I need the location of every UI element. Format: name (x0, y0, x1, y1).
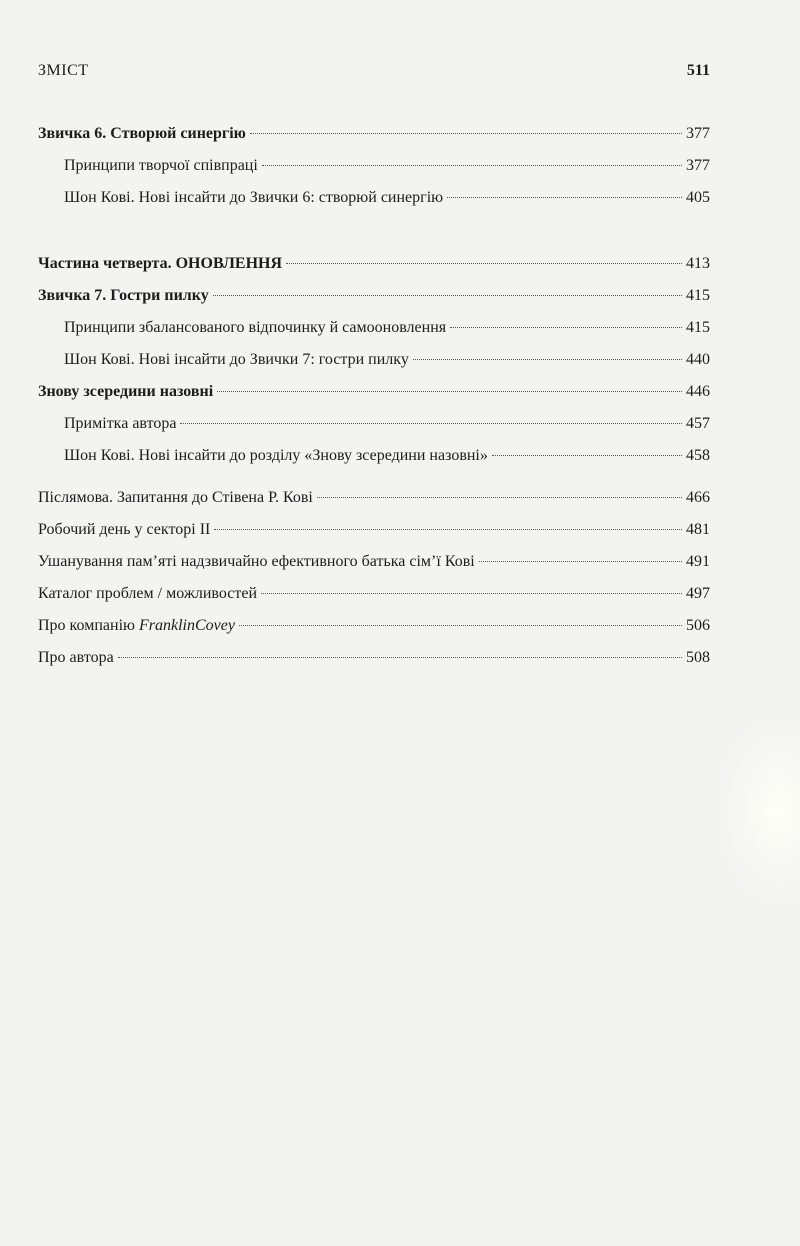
toc-entry-page: 405 (686, 189, 710, 206)
toc-entry (38, 578, 710, 610)
light-glare (720, 720, 800, 900)
toc-entry (38, 482, 710, 514)
toc-entry-title: Шон Кові. Нові інсайти до Звички 7: гостри пилку (64, 351, 409, 368)
dot-leader (261, 592, 682, 594)
dot-leader (479, 560, 682, 562)
toc-entry-title: Про автора (38, 649, 114, 666)
toc-entry-title: Робочий день у секторі ІІ (38, 521, 211, 538)
toc-entry-title: Принципи творчої співпраці (64, 157, 258, 174)
toc-entry-page: 506 (686, 617, 710, 634)
toc-entry-title: Принципи збалансованого відпочинку й самооновлення (64, 319, 447, 336)
toc-entry-title: Звичка 7. Гостри пилку (38, 287, 209, 304)
dot-leader (180, 422, 682, 424)
toc-entry-page: 481 (686, 521, 710, 538)
dot-leader (214, 528, 682, 530)
toc-entry-page: 413 (686, 255, 710, 272)
toc-entry-title: Звичка 6. Створюй синергію (38, 125, 246, 142)
toc-entry-page: 508 (686, 649, 710, 666)
toc-entry-title: Післямова. Запитання до Стівена Р. Кові (38, 489, 313, 506)
toc-entry-title: Знову зсередини назовні (38, 383, 214, 400)
page-number: 511 (686, 62, 710, 79)
toc-entry (38, 248, 710, 280)
toc-entry (38, 182, 710, 214)
toc-entry-title-prefix: Про компанію (38, 617, 139, 634)
toc-entry-title: Ушанування пам’яті надзвичайно ефективного батька сім’ї Кові (38, 553, 475, 570)
dot-leader (447, 196, 682, 198)
toc-entry (38, 440, 710, 472)
section-gap (38, 472, 710, 482)
table-of-contents (38, 118, 710, 674)
toc-entry-page: 377 (686, 125, 710, 142)
toc-entry (38, 642, 710, 674)
toc-entry (38, 312, 710, 344)
toc-entry-page: 457 (686, 415, 710, 432)
section-gap (38, 214, 710, 248)
running-title: ЗМІСТ (38, 62, 89, 79)
toc-entry (38, 546, 710, 578)
toc-entry (38, 514, 710, 546)
toc-entry (38, 280, 710, 312)
dot-leader (317, 496, 682, 498)
dot-leader (286, 262, 682, 264)
toc-entry (38, 344, 710, 376)
toc-entry-title: Частина четверта. ОНОВЛЕННЯ (38, 255, 283, 272)
toc-entry-page: 415 (686, 287, 710, 304)
toc-entry-title: Шон Кові. Нові інсайти до розділу «Знову зсередини назовні» (64, 447, 488, 464)
toc-entry (38, 610, 710, 642)
dot-leader (450, 326, 682, 328)
dot-leader (262, 164, 682, 166)
toc-entry-title: Примітка автора (64, 415, 177, 432)
toc-entry-page: 497 (686, 585, 710, 602)
toc-entry-page: 440 (686, 351, 710, 368)
dot-leader (118, 656, 682, 658)
dot-leader (239, 624, 682, 626)
company-name: FranklinCovey (138, 617, 235, 634)
toc-entry-page: 458 (686, 447, 710, 464)
page-header (38, 62, 710, 86)
toc-entry-page: 466 (686, 489, 710, 506)
dot-leader (413, 358, 682, 360)
toc-entry-page: 377 (686, 157, 710, 174)
toc-entry-title: Каталог проблем / можливостей (38, 585, 258, 602)
dot-leader (492, 454, 682, 456)
dot-leader (250, 132, 682, 134)
toc-entry-page: 491 (686, 553, 710, 570)
toc-entry-page: 446 (686, 383, 710, 400)
dot-leader (217, 390, 682, 392)
dot-leader (213, 294, 682, 296)
toc-entry (38, 118, 710, 150)
toc-entry-title: Шон Кові. Нові інсайти до Звички 6: створюй синергію (64, 189, 444, 206)
toc-entry-page: 415 (686, 319, 710, 336)
toc-entry (38, 408, 710, 440)
toc-entry (38, 150, 710, 182)
toc-entry-title (38, 610, 237, 642)
toc-entry (38, 376, 710, 408)
